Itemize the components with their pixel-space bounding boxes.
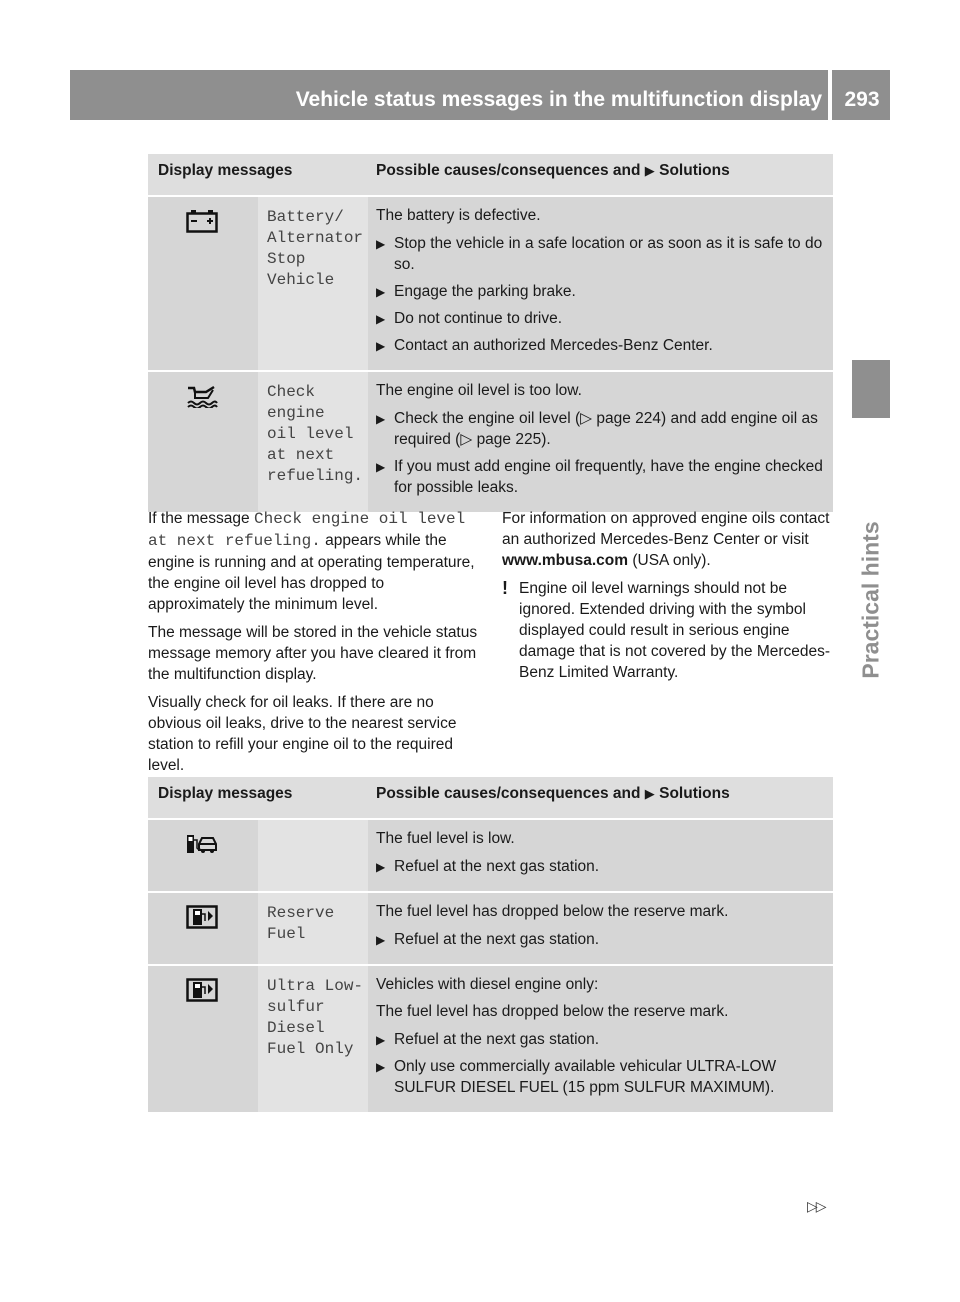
solution-step: ▶ Refuel at the next gas station. <box>376 929 825 950</box>
warning-note <box>502 578 836 683</box>
step-arrow-icon: ▶ <box>376 312 386 326</box>
solution-step: ▶ Do not continue to drive. <box>376 308 825 329</box>
paragraph: The message will be stored in the vehicle status message memory after you have cleared it from the multifunction display. <box>148 624 478 683</box>
table-row <box>148 818 833 891</box>
warning-text: Engine oil level warnings should not be ignored. Extended driving with the symbol displayed could result in serious engine damage that is not covered by the Mercedes-Benz Limited Warranty. <box>519 580 831 681</box>
step-arrow-icon: ▶ <box>376 460 386 474</box>
continued-arrow-icon: ▷▷ <box>807 1198 825 1214</box>
table-row <box>148 370 833 512</box>
step-arrow-icon: ▶ <box>376 1060 386 1074</box>
display-message-text: Ultra Low- sulfur Diesel Fuel Only <box>267 977 364 1058</box>
col-display-messages: Display messages <box>148 777 368 818</box>
solution-step: ▶ Refuel at the next gas station. <box>376 856 825 877</box>
table-row <box>148 195 833 370</box>
display-messages-table-1 <box>148 154 833 512</box>
cause-text: Vehicles with diesel engine only: <box>376 976 599 993</box>
body-left-column <box>148 508 482 783</box>
solution-step: ▶ Check the engine oil level (▷ page 224) and add engine oil as required (▷ page 225). <box>376 410 818 448</box>
col-display-messages: Display messages <box>148 154 368 195</box>
display-messages-table-2 <box>148 777 833 1112</box>
step-arrow-icon: ▶ <box>376 412 386 426</box>
display-message-text <box>258 820 368 830</box>
solution-cell <box>368 964 833 1112</box>
step-arrow-icon: ▶ <box>376 285 386 299</box>
solution-cell <box>368 195 833 370</box>
step-arrow-icon: ▶ <box>376 860 386 874</box>
message-cell <box>258 370 368 512</box>
side-tab-marker <box>852 360 890 418</box>
message-cell <box>258 964 368 1112</box>
side-tab-label: Practical hints <box>857 521 884 679</box>
col-solutions: Possible causes/consequences and ▶ Solutions <box>368 154 833 195</box>
icon-cell <box>148 964 258 1112</box>
message-cell <box>258 818 368 891</box>
table-header-row <box>148 154 833 195</box>
col-solutions: Possible causes/consequences and ▶ Solutions <box>368 777 833 818</box>
page-number: 293 <box>844 88 880 111</box>
solution-step: ▶ If you must add engine oil frequently, have the engine checked for possible leaks. <box>376 458 823 496</box>
cause-text: The engine oil level is too low. <box>376 382 582 399</box>
step-arrow-icon: ▶ <box>376 339 386 353</box>
table-header-row <box>148 777 833 818</box>
display-message-text: Reserve Fuel <box>267 904 335 943</box>
solution-step: ▶ Contact an authorized Mercedes-Benz Center. <box>376 335 825 356</box>
header-divider <box>828 70 832 120</box>
page-title: Vehicle status messages in the multifunction display <box>295 88 822 111</box>
inline-message-code: Check engine oil level at next refueling. <box>148 510 466 550</box>
fuel-car-icon <box>186 832 218 856</box>
solution-cell <box>368 891 833 964</box>
table-row <box>148 891 833 964</box>
battery-icon <box>186 209 218 233</box>
message-cell <box>258 195 368 370</box>
icon-cell <box>148 818 258 891</box>
solution-step: ▶ Only use commercially available vehicular ULTRA-LOW SULFUR DIESEL FUEL (15 ppm SULFUR MAXIMUM). <box>376 1058 777 1096</box>
cause-text: The fuel level is low. <box>376 830 515 847</box>
paragraph: Visually check for oil leaks. If there are no obvious oil leaks, drive to the nearest service station to refill your engine oil to the required level. <box>148 694 457 774</box>
icon-cell <box>148 891 258 964</box>
solution-step: ▶ Refuel at the next gas station. <box>376 1029 825 1050</box>
solution-step: ▶ Stop the vehicle in a safe location or as soon as it is safe to do so. <box>376 235 823 273</box>
message-cell <box>258 891 368 964</box>
solution-step: ▶ Engage the parking brake. <box>376 281 825 302</box>
oil-level-icon <box>186 384 218 408</box>
paragraph: For information on approved engine oils contact an authorized Mercedes-Benz Center or visit www.mbusa.com (USA only). <box>502 510 830 569</box>
cause-text: The battery is defective. <box>376 207 541 224</box>
step-arrow-icon: ▶ <box>376 1033 386 1047</box>
solution-cell <box>368 370 833 512</box>
display-message-text: Check engine oil level at next refueling. <box>267 383 364 485</box>
cause-text: The fuel level has dropped below the reserve mark. <box>376 1003 729 1020</box>
step-arrow-icon: ▶ <box>376 237 386 251</box>
cause-text: The fuel level has dropped below the reserve mark. <box>376 903 729 920</box>
body-right-column <box>502 508 836 683</box>
step-arrow-icon: ▶ <box>376 933 386 947</box>
icon-cell <box>148 370 258 512</box>
fuel-pump-icon <box>186 978 218 1002</box>
paragraph: If the message Check engine oil level at next refueling. appears while the engine is running and at operating temperature, the engine oil level has dropped to approximately the minimum level. <box>148 510 475 613</box>
warning-icon: ! <box>502 578 508 598</box>
fuel-pump-icon <box>186 905 218 929</box>
display-message-text: Battery/ Alternator Stop Vehicle <box>267 208 364 289</box>
solution-cell <box>368 818 833 891</box>
icon-cell <box>148 195 258 370</box>
table-row <box>148 964 833 1112</box>
website-link[interactable]: www.mbusa.com <box>502 552 629 569</box>
